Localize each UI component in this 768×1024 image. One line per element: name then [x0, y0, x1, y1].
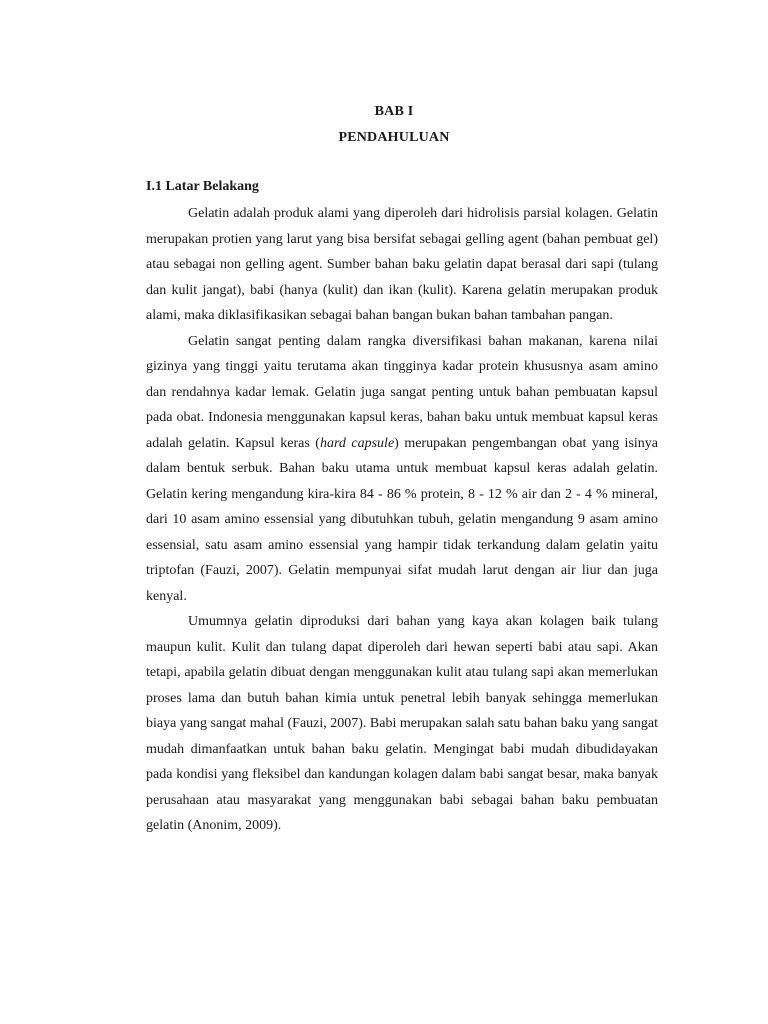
paragraph-3 — [146, 609, 658, 839]
paragraph-1 — [146, 201, 658, 329]
paragraph-2-text-end: ) merupakan pengembangan obat yang isinya dalam bentuk serbuk. Bahan baku utama untuk membuat kapsul keras adalah gelatin. Gelatin kering mengandung kira-kira 84 - 86 % protein, 8 - 12 % air dan 2 - 4 % mineral, dari 10 asam amino essensial yang dibutuhkan tubuh, gelatin mengandung 9 asam amino essensial, satu asam amino essensial yang hampir tidak terkandung dalam gelatin yaitu triptofan (Fauzi, 2007). Gelatin mempunyai sifat mudah larut dengan air liur dan juga kenyal. — [146, 435, 659, 604]
chapter-title: PENDAHULUAN — [338, 130, 450, 145]
paragraph-3-text: Umumnya gelatin diproduksi dari bahan yang kaya akan kolagen baik tulang maupun kulit. Kulit dan tulang dapat diperoleh dari hewan seperti babi atau sapi. Akan tetapi, apabila gelatin dibuat dengan menggunakan kulit atau tulang sapi akan memerlukan proses lama dan butuh bahan kimia untuk penetral lebih banyak sehingga memerlukan biaya yang sangat mahal (Fauzi, 2007). Babi merupakan salah satu bahan baku yang sangat mudah dimanfaatkan untuk bahan baku gelatin. Mengingat babi mudah dibudidayakan pada kondisi yang fleksibel dan kandungan kolagen dalam babi sangat besar, maka banyak perusahaan atau masyarakat yang menggunakan babi sebagai bahan baku pembuatan gelatin (Anonim, 2009). — [146, 614, 659, 833]
paragraph-2-text-start: Gelatin sangat penting dalam rangka diversifikasi bahan makanan, karena nilai gizinya yang tinggi yaitu terutama akan tingginya kadar protein khususnya asam amino dan rendahnya kadar lemak. Gelatin juga sangat penting untuk bahan pembuatan kapsul pada obat. Indonesia menggunakan kapsul keras, bahan baku untuk membuat kapsul keras adalah gelatin. Kapsul keras ( — [146, 333, 658, 451]
body-text — [146, 201, 658, 839]
paragraph-1-text: Gelatin adalah produk alami yang diperoleh dari hidrolisis parsial kolagen. Gelatin merupakan protien yang larut yang bisa bersifat sebagai gelling agent (bahan pembuat gel) atau sebagai non gelling agent. Sumber bahan baku gelatin dapat berasal dari sapi (tulang dan kulit jangat), babi (hanya (kulit) dan ikan (kulit). Karena gelatin merupakan produk alami, maka diklasifikasikan sebagai bahan bangan bukan bahan tambahan pangan. — [146, 206, 658, 323]
paragraph-2 — [146, 329, 658, 610]
section-title: I.1 Latar Belakang — [146, 179, 259, 194]
italic-term: hard capsule — [319, 435, 395, 451]
chapter-number: BAB I — [374, 104, 414, 119]
